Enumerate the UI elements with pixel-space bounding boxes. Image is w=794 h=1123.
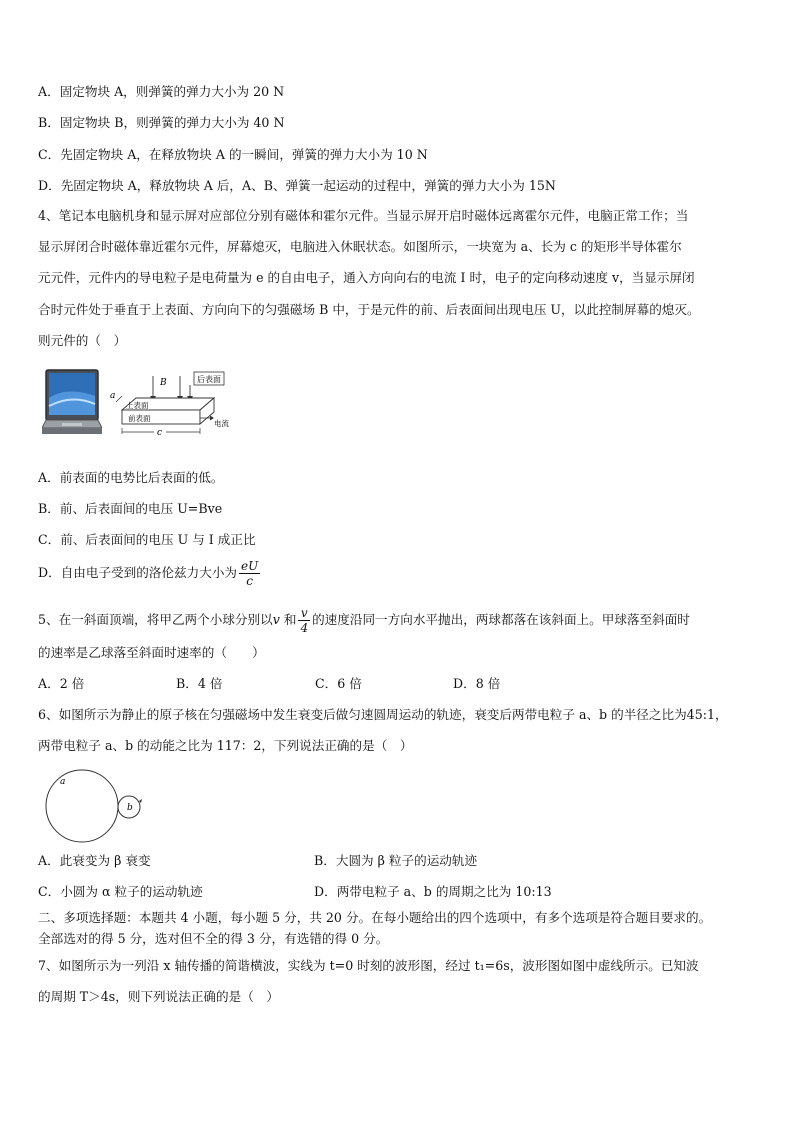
front-surface-label: 前表面: [128, 414, 151, 423]
q5-text-part1: 5、在一斜面顶端，将甲乙两个小球分别以: [38, 612, 273, 627]
width-a-label: a: [110, 391, 116, 401]
q5-option-c: C．6 倍: [315, 676, 362, 691]
q4-option-a: A．前表面的电势比后表面的低。: [38, 470, 224, 485]
orbit-b-label: b: [127, 803, 133, 813]
q6-option-c: C．小圆为 α 粒子的运动轨迹: [38, 884, 203, 899]
q5-option-a: A．2 倍: [38, 676, 85, 691]
magnetic-field-label: B: [160, 378, 167, 388]
q6-option-a: A．此衰变为 β 衰变: [38, 853, 151, 868]
q4-stem-line-1: 4、笔记本电脑机身和显示屏对应部位分别有磁体和霍尔元件。当显示屏开启时磁体远离霍尔元件，电脑正常工作；当: [38, 208, 689, 223]
q3-option-a: A．固定物块 A，则弹簧的弹力大小为 20 N: [38, 84, 285, 99]
back-surface-label: 后表面: [197, 375, 221, 384]
fraction-v-over-4: [298, 606, 310, 635]
q4-stem-line-3: 元元件，元件内的导电粒子是电荷量为 e 的自由电子，通入方向向右的电流 I 时，电子的定向移动速度 v，当显示屏闭: [38, 270, 695, 285]
fraction-numerator: eU: [241, 559, 259, 573]
q4-option-d: [38, 558, 262, 588]
fraction-eu-over-c: [239, 559, 260, 588]
q5-text-part2: 的速度沿同一方向水平抛出，两球都落在该斜面上。甲球落至斜面时: [312, 612, 690, 627]
decay-orbits-diagram: [40, 766, 150, 844]
orbit-a-label: a: [60, 777, 66, 787]
laptop-image: [42, 368, 102, 442]
length-c-label: c: [157, 428, 163, 438]
section2-heading-line-1: 二、多项选择题：本题共 4 小题，每小题 5 分，共 20 分。在每小题给出的四个选项中，有多个选项是符合题目要求的。: [38, 910, 712, 925]
q6-option-d: D．两带电粒子 a、b 的周期之比为 10:13: [314, 884, 552, 899]
q4-option-d-text: D．自由电子受到的洛伦兹力大小为: [38, 565, 238, 580]
q3-option-b: B．固定物块 B，则弹簧的弹力大小为 40 N: [38, 115, 285, 130]
q5-option-b: B．4 倍: [176, 676, 223, 691]
fraction-numerator: v: [298, 606, 310, 621]
q4-option-b: B．前、后表面间的电压 U=Bve: [38, 501, 223, 516]
q5-stem-line-2: 的速率是乙球落至斜面时速率的（ ）: [38, 645, 265, 660]
q4-stem-line-5: 则元件的（ ）: [38, 333, 127, 348]
q6-option-b: B．大圆为 β 粒子的运动轨迹: [314, 853, 478, 868]
q7-stem-line-1: 7、如图所示为一列沿 x 轴传播的简谐横波，实线为 t=0 时刻的波形图，经过 t₁=6s，波形图如图中虚线所示。已知波: [38, 958, 699, 973]
q4-option-c: C．前、后表面间的电压 U 与 I 成正比: [38, 532, 256, 547]
current-label: 电流: [214, 419, 229, 428]
top-surface-label: 上表面: [126, 401, 149, 410]
fraction-denominator: c: [246, 574, 253, 588]
section2-heading-line-2: 全部选对的得 5 分，选对但不全的得 3 分，有选错的得 0 分。: [38, 931, 389, 946]
hall-element-diagram: [108, 368, 238, 448]
q6-stem-line-2: 两带电粒子 a、b 的动能之比为 117：2，下列说法正确的是（ ）: [38, 738, 413, 753]
q3-option-c: C．先固定物块 A，在释放物块 A 的一瞬间，弹簧的弹力大小为 10 N: [38, 147, 428, 162]
q5-option-d: D．8 倍: [453, 676, 501, 691]
q5-velocity-v: v: [272, 612, 280, 627]
fraction-denominator: 4: [300, 621, 309, 635]
q4-stem-line-4: 合时元件处于垂直于上表面、方向向下的匀强磁场 B 中，于是元件的前、后表面间出现电压 U，以此控制屏幕的熄灭。: [38, 302, 700, 317]
q5-text-and: 和: [279, 612, 297, 627]
q5-stem-line-1: [38, 605, 690, 635]
q7-stem-line-2: 的周期 T＞4s，则下列说法正确的是（ ）: [38, 989, 279, 1004]
q3-option-d: D．先固定物块 A，释放物块 A 后，A、B、弹簧一起运动的过程中，弹簧的弹力大小为 15N: [38, 178, 556, 193]
q6-stem-line-1: 6、如图所示为静止的原子核在匀强磁场中发生衰变后做匀速圆周运动的轨迹，衰变后两带电粒子 a、b 的半径之比为45:1，: [38, 707, 728, 722]
q4-stem-line-2: 显示屏闭合时磁体靠近霍尔元件，屏幕熄灭，电脑进入休眠状态。如图所示，一块宽为 a、长为 c 的矩形半导体霍尔: [38, 239, 682, 254]
